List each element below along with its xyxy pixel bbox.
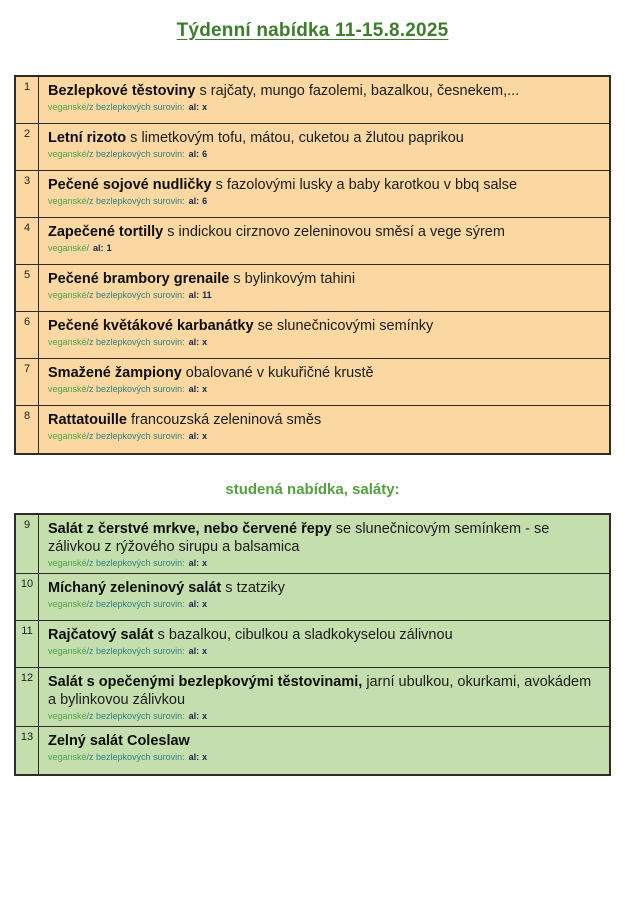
vegan-label: veganské <box>48 337 87 348</box>
dish-line <box>48 626 603 644</box>
vegan-label: veganské <box>48 149 87 160</box>
allergen-label: al: <box>188 599 200 610</box>
menu-row-5 <box>16 265 609 312</box>
vegan-label: veganské <box>48 599 87 610</box>
vegan-label: veganské <box>48 196 87 207</box>
dish-description: francouzská zeleninová směs <box>126 412 322 428</box>
dish-description: se slunečnicovými semínky <box>253 318 434 334</box>
menu-row-7 <box>16 359 609 406</box>
row-content <box>39 218 609 264</box>
allergen-value: 6 <box>202 196 208 207</box>
allergen-label: al: <box>188 337 200 348</box>
page-title: Týdenní nabídka 11-15.8.2025 <box>176 20 449 41</box>
row-content <box>39 515 609 573</box>
vegan-label: veganské <box>48 711 87 722</box>
gluten-free-label: /z bezlepkových surovin: <box>86 558 185 569</box>
row-number: 10 <box>16 574 39 620</box>
row-number: 13 <box>16 727 39 774</box>
dish-line <box>48 673 603 709</box>
allergen-value: x <box>202 102 208 113</box>
row-content <box>39 727 609 774</box>
dish-description: se slunečnicovým semínkem - se zálivkou z rýžového sirupu a balsamica <box>48 521 550 556</box>
diet-allergen-line <box>48 102 603 113</box>
dish-name: Zapečené tortilly <box>48 224 164 240</box>
dish-line <box>48 176 603 194</box>
allergen-value: x <box>202 646 208 657</box>
cold-menu-table <box>14 513 611 776</box>
gluten-free-label: /z bezlepkových surovin: <box>86 102 185 113</box>
menu-row-9 <box>16 515 609 574</box>
dish-description: s bylinkovým tahini <box>229 271 356 287</box>
vegan-label: veganské <box>48 752 87 763</box>
dish-name: Pečené květákové karbanátky <box>48 318 254 334</box>
vegan-label: veganské <box>48 384 87 395</box>
allergen-label: al: <box>93 243 104 254</box>
gluten-free-label: / <box>86 243 90 254</box>
dish-line <box>48 732 603 750</box>
allergen-value: x <box>202 337 208 348</box>
allergen-label: al: <box>188 196 200 207</box>
diet-allergen-line <box>48 149 603 160</box>
gluten-free-label: /z bezlepkových surovin: <box>86 149 185 160</box>
row-number: 8 <box>16 406 39 453</box>
allergen-value: 1 <box>106 243 112 254</box>
menu-row-3 <box>16 171 609 218</box>
diet-allergen-line <box>48 711 603 722</box>
vegan-label: veganské <box>48 290 87 301</box>
hot-menu-table <box>14 75 611 455</box>
vegan-label: veganské <box>48 558 87 569</box>
vegan-label: veganské <box>48 646 87 657</box>
row-content <box>39 312 609 358</box>
allergen-label: al: <box>188 431 200 442</box>
dish-description: s indickou cirznovo zeleninovou směsí a vege sýrem <box>163 224 505 240</box>
row-number: 7 <box>16 359 39 405</box>
allergen-value: 11 <box>202 290 212 301</box>
row-number: 1 <box>16 77 39 123</box>
row-number: 5 <box>16 265 39 311</box>
dish-line <box>48 317 603 335</box>
row-number: 11 <box>16 621 39 667</box>
allergen-value: x <box>202 752 208 763</box>
dish-line <box>48 223 603 241</box>
menu-row-10 <box>16 574 609 621</box>
allergen-value: x <box>202 599 208 610</box>
dish-description: s rajčaty, mungo fazolemi, bazalkou, česnekem,... <box>195 83 520 99</box>
vegan-label: veganské <box>48 431 87 442</box>
dish-line <box>48 579 603 597</box>
dish-name: Salát s opečenými bezlepkovými těstovinami, <box>48 674 363 691</box>
diet-allergen-line <box>48 431 603 442</box>
menu-row-2 <box>16 124 609 171</box>
menu-row-12 <box>16 668 609 727</box>
allergen-value: x <box>202 384 208 395</box>
dish-description: obalované v kukuřičné krustě <box>181 365 374 381</box>
diet-allergen-line <box>48 290 603 301</box>
dish-name: Rajčatový salát <box>48 627 154 644</box>
row-number: 6 <box>16 312 39 358</box>
allergen-label: al: <box>188 558 200 569</box>
cold-section-title: studená nabídka, saláty: <box>225 481 400 498</box>
allergen-value: x <box>202 558 208 569</box>
dish-line <box>48 270 603 288</box>
dish-name: Letní rizoto <box>48 130 127 146</box>
menu-row-13 <box>16 727 609 774</box>
diet-allergen-line <box>48 599 603 610</box>
dish-description: jarní ubulkou, okurkami, avokádem a bylinkovou zálivkou <box>48 674 592 709</box>
dish-line <box>48 82 603 100</box>
row-number: 2 <box>16 124 39 170</box>
dish-name: Míchaný zeleninový salát <box>48 580 222 597</box>
menu-row-6 <box>16 312 609 359</box>
allergen-label: al: <box>188 149 200 160</box>
gluten-free-label: /z bezlepkových surovin: <box>86 711 185 722</box>
menu-row-11 <box>16 621 609 668</box>
dish-name: Zelný salát Coleslaw <box>48 733 190 750</box>
gluten-free-label: /z bezlepkových surovin: <box>86 599 185 610</box>
allergen-label: al: <box>188 752 200 763</box>
row-content <box>39 668 609 726</box>
row-number: 9 <box>16 515 39 573</box>
gluten-free-label: /z bezlepkových surovin: <box>86 384 185 395</box>
menu-row-4 <box>16 218 609 265</box>
allergen-label: al: <box>188 290 200 301</box>
gluten-free-label: /z bezlepkových surovin: <box>86 337 185 348</box>
diet-allergen-line <box>48 752 603 763</box>
row-number: 4 <box>16 218 39 264</box>
gluten-free-label: /z bezlepkových surovin: <box>86 431 185 442</box>
diet-allergen-line <box>48 646 603 657</box>
diet-allergen-line <box>48 196 603 207</box>
dish-name: Pečené brambory grenaile <box>48 271 230 287</box>
dish-description: s limetkovým tofu, mátou, cuketou a žlutou paprikou <box>126 130 464 146</box>
allergen-label: al: <box>188 384 200 395</box>
menu-document <box>0 20 625 904</box>
gluten-free-label: /z bezlepkových surovin: <box>86 290 185 301</box>
menu-row-8 <box>16 406 609 453</box>
row-content <box>39 265 609 311</box>
allergen-value: 6 <box>202 149 208 160</box>
row-content <box>39 77 609 123</box>
vegan-label: veganské <box>48 102 87 113</box>
row-content <box>39 574 609 620</box>
dish-line <box>48 364 603 382</box>
row-content <box>39 124 609 170</box>
row-content <box>39 171 609 217</box>
row-number: 12 <box>16 668 39 726</box>
row-content <box>39 621 609 667</box>
allergen-label: al: <box>188 646 200 657</box>
vegan-label: veganské <box>48 243 87 254</box>
gluten-free-label: /z bezlepkových surovin: <box>86 196 185 207</box>
allergen-label: al: <box>188 102 200 113</box>
dish-name: Rattatouille <box>48 412 127 428</box>
dish-name: Pečené sojové nudličky <box>48 177 212 193</box>
row-content <box>39 359 609 405</box>
allergen-label: al: <box>188 711 200 722</box>
gluten-free-label: /z bezlepkových surovin: <box>86 752 185 763</box>
gluten-free-label: /z bezlepkových surovin: <box>86 646 185 657</box>
dish-line <box>48 411 603 429</box>
diet-allergen-line <box>48 243 603 254</box>
diet-allergen-line <box>48 558 603 569</box>
dish-description: s fazolovými lusky a baby karotkou v bbq salse <box>211 177 518 193</box>
row-content <box>39 406 609 453</box>
dish-description: s bazalkou, cibulkou a sladkokyselou zálivnou <box>153 627 453 644</box>
allergen-value: x <box>202 431 208 442</box>
dish-line <box>48 520 603 556</box>
dish-name: Salát z čerstvé mrkve, nebo červené řepy <box>48 521 332 537</box>
dish-name: Smažené žampiony <box>48 365 182 381</box>
dish-description: s tzatziky <box>221 580 285 597</box>
row-number: 3 <box>16 171 39 217</box>
allergen-value: x <box>202 711 208 722</box>
diet-allergen-line <box>48 337 603 348</box>
diet-allergen-line <box>48 384 603 395</box>
menu-row-1 <box>16 77 609 124</box>
dish-name: Bezlepkové těstoviny <box>48 83 196 99</box>
dish-line <box>48 129 603 147</box>
